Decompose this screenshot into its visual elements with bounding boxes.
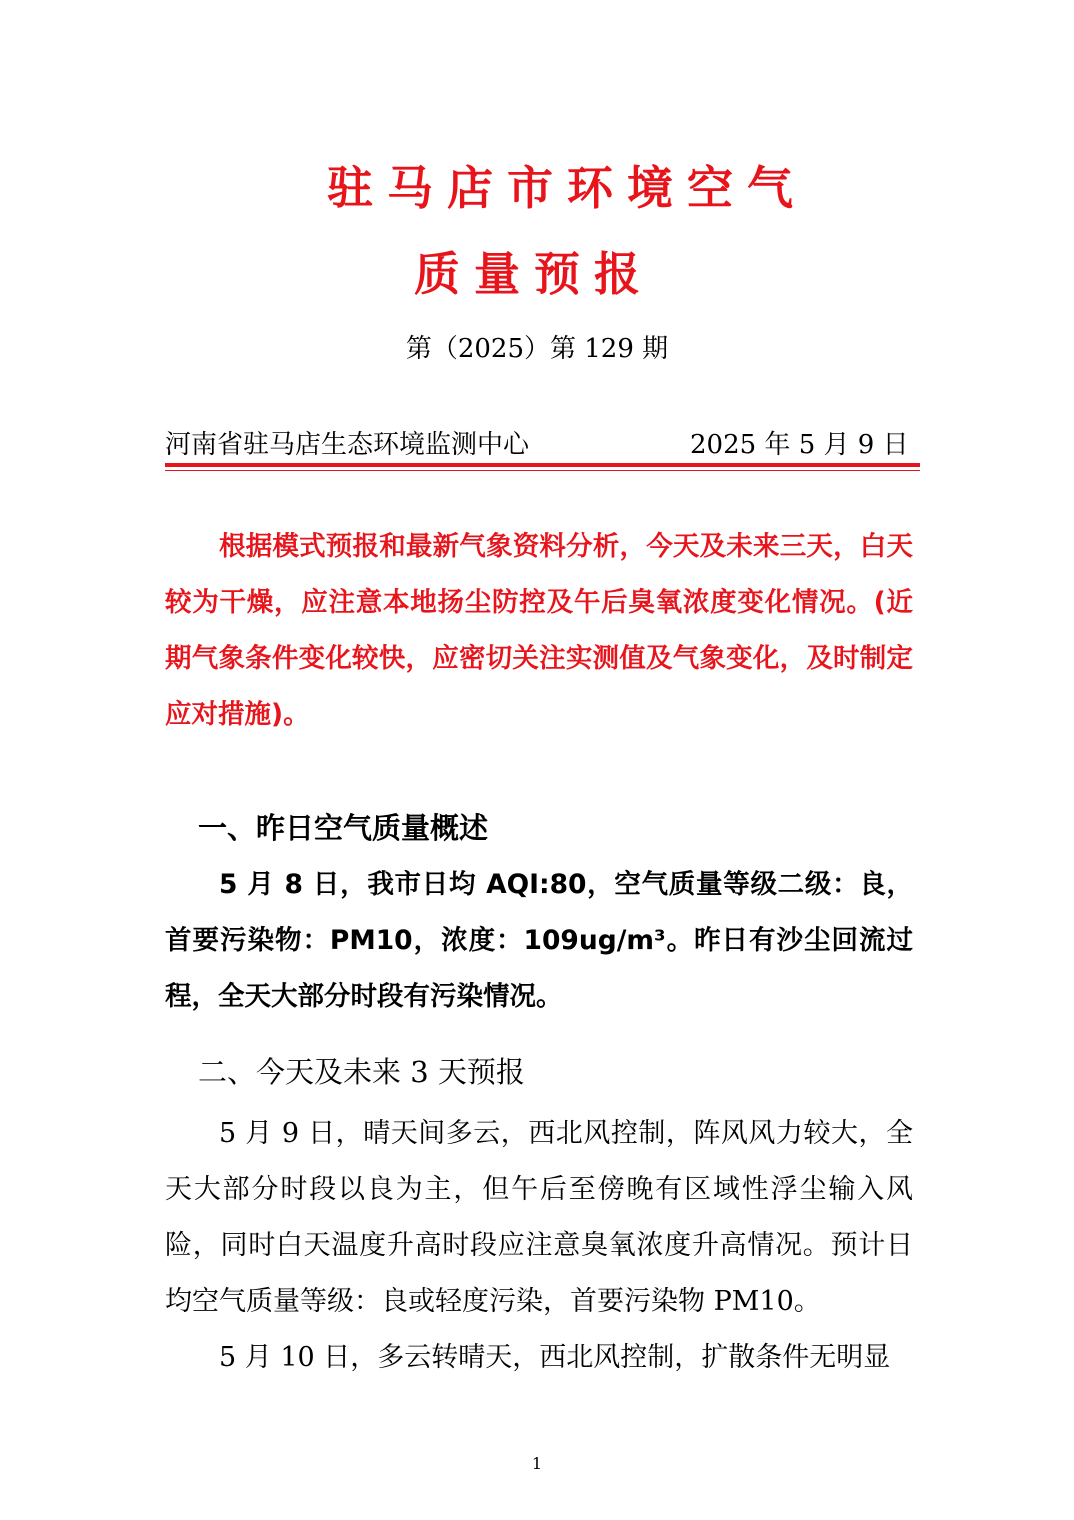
issuing-organization: 河南省驻马店生态环境监测中心: [165, 430, 530, 460]
forecast-summary: 根据模式预报和最新气象资料分析，今天及未来三天，白天较为干燥，应注意本地扬尘防控及午后臭氧浓度变化情况。(近期气象条件变化较快，应密切关注实测值及气象变化，及时制定应对措施)。: [165, 531, 913, 730]
header-divider-thin: [165, 470, 920, 471]
forecast-day2: 5 月 10 日，多云转晴天，西北风控制，扩散条件无明显: [219, 1342, 891, 1373]
document-title-line1: 驻马店市环境空气: [327, 161, 807, 215]
issue-date: 2025 年 5 月 9 日: [690, 430, 909, 460]
document-title-line2: 质量预报: [414, 247, 654, 301]
section1-heading: 一、昨日空气质量概述: [198, 811, 489, 845]
issue-number: 第（2025）第 129 期: [405, 334, 669, 364]
forecast-day1: 5 月 9 日，晴天间多云，西北风控制，阵风风力较大，全天大部分时段以良为主，但午后至傍晚有区域性浮尘输入风险，同时白天温度升高时段应注意臭氧浓度升高情况。预计日均空气质量等级：良或轻度污染，首要污染物 PM10。: [165, 1118, 913, 1317]
header-divider-thick: [165, 463, 920, 467]
page-number: 1: [531, 1454, 543, 1473]
section2-heading: 二、今天及未来 3 天预报: [198, 1055, 525, 1089]
section1-body: 5 月 8 日，我市日均 AQI:80，空气质量等级二级：良，首要污染物：PM10，浓度：109ug/m³。昨日有沙尘回流过程，全天大部分时段有污染情况。: [165, 869, 913, 1012]
